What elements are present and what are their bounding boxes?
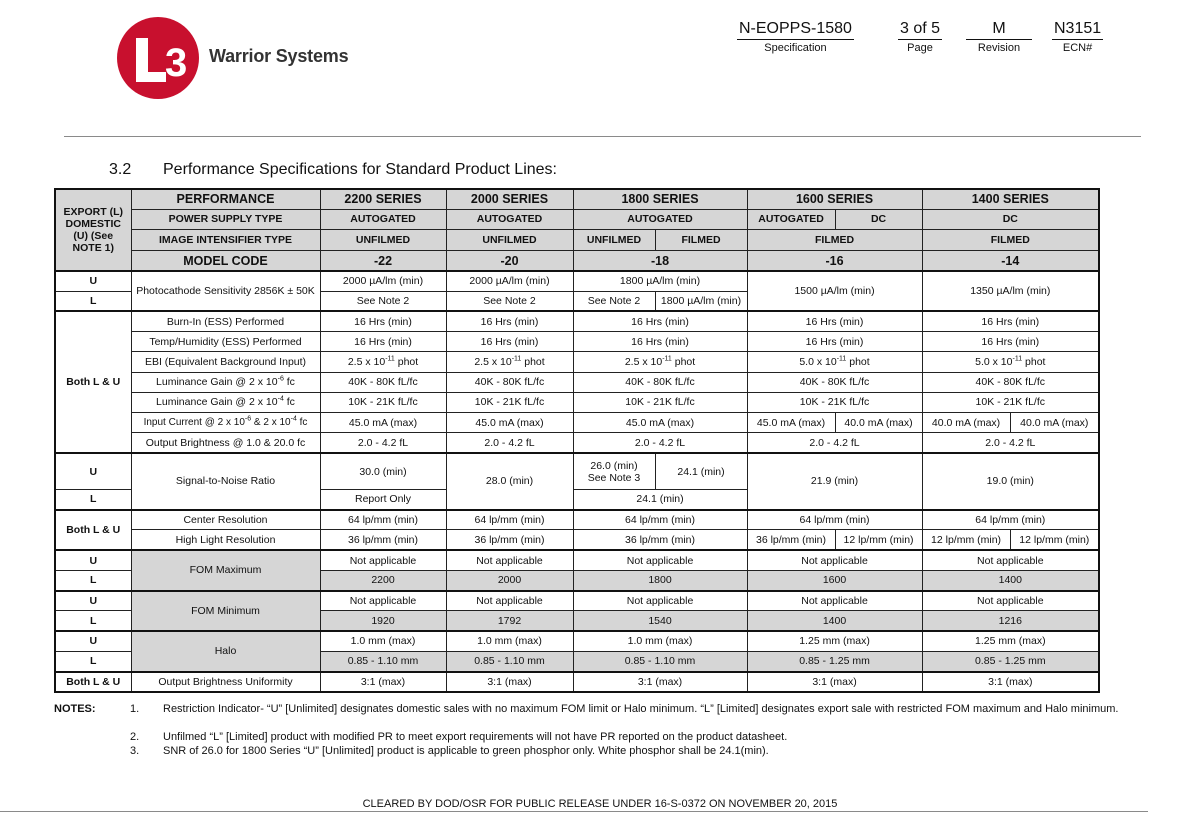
note-number: 3. xyxy=(130,745,140,757)
row-label: Burn-In (ESS) Performed xyxy=(131,311,320,331)
table-cell: -14 xyxy=(922,251,1099,271)
table-cell: 10K - 21K fL/fc xyxy=(320,392,446,412)
table-cell: 2000 µA/lm (min) xyxy=(320,271,446,291)
row-label: Output Brightness @ 1.0 & 20.0 fc xyxy=(131,433,320,453)
table-cell: 28.0 (min) xyxy=(446,453,573,510)
table-row xyxy=(55,271,1099,291)
series-header: 1800 SERIES xyxy=(573,189,747,209)
table-cell: 30.0 (min) xyxy=(320,453,446,489)
table-cell: 2000 xyxy=(446,570,573,590)
table-cell: Not applicable xyxy=(446,550,573,570)
table-cell: 2.0 - 4.2 fL xyxy=(320,433,446,453)
ebi-value: 5.0 x 10 xyxy=(975,356,1013,368)
note-number: 2. xyxy=(130,731,140,743)
note-number: 1. xyxy=(130,703,140,715)
table-cell: 24.1 (min) xyxy=(655,453,747,489)
table-cell: 1.0 mm (max) xyxy=(320,631,446,651)
ebi-value: 2.5 x 10 xyxy=(347,356,386,368)
table-cell: 40K - 80K fL/fc xyxy=(922,372,1099,392)
table-cell: AUTOGATED xyxy=(446,209,573,229)
series-header: 2000 SERIES xyxy=(446,189,573,209)
table-cell: 12 lp/mm (min) xyxy=(1010,530,1099,550)
table-cell: 10K - 21K fL/fc xyxy=(446,392,573,412)
ebi-unit: phot xyxy=(674,356,696,368)
export-code: L xyxy=(55,651,131,671)
table-cell: 45.0 mA (max) xyxy=(747,413,835,433)
table-cell: -18 xyxy=(573,251,747,271)
table-cell: Not applicable xyxy=(573,550,747,570)
table-cell: 2.0 - 4.2 fL xyxy=(573,433,747,453)
page-number: 3 of 5 xyxy=(898,19,942,40)
table-cell xyxy=(922,352,1099,372)
table-row xyxy=(55,591,1099,611)
table-cell: 10K - 21K fL/fc xyxy=(747,392,922,412)
table-row xyxy=(55,530,1099,550)
table-row xyxy=(55,209,1099,229)
ebi-unit: phot xyxy=(1025,356,1046,368)
section-number: 3.2 xyxy=(109,161,132,178)
table-cell: 16 Hrs (min) xyxy=(573,332,747,352)
table-row xyxy=(55,433,1099,453)
logo-text: 3 xyxy=(165,41,188,85)
table-cell: 16 Hrs (min) xyxy=(446,332,573,352)
table-row xyxy=(55,631,1099,651)
table-cell: Not applicable xyxy=(747,591,922,611)
table-cell: 0.85 - 1.25 mm xyxy=(922,651,1099,671)
table-cell xyxy=(446,352,573,372)
row-label: Signal-to-Noise Ratio xyxy=(131,453,320,510)
table-cell: 3:1 (max) xyxy=(446,672,573,692)
table-row xyxy=(55,672,1099,692)
table-row xyxy=(55,189,1099,209)
table-cell: 26.0 (min) See Note 3 xyxy=(573,453,655,489)
table-cell: -20 xyxy=(446,251,573,271)
table-cell: 64 lp/mm (min) xyxy=(446,510,573,530)
revision-value: M xyxy=(966,19,1032,40)
table-cell: 36 lp/mm (min) xyxy=(320,530,446,550)
table-cell: Not applicable xyxy=(320,591,446,611)
export-code: Both L & U xyxy=(55,672,131,692)
ebi-exponent: -11 xyxy=(836,355,847,363)
table-row xyxy=(55,352,1099,372)
table-cell: See Note 2 xyxy=(573,291,655,311)
table-cell: 45.0 mA (max) xyxy=(320,413,446,433)
table-cell: AUTOGATED xyxy=(747,209,835,229)
table-cell: 40K - 80K fL/fc xyxy=(320,372,446,392)
page-field xyxy=(898,19,942,54)
table-row xyxy=(55,311,1099,331)
brand-name: Warrior Systems xyxy=(209,46,349,66)
table-cell: 10K - 21K fL/fc xyxy=(922,392,1099,412)
table-cell: UNFILMED xyxy=(573,229,655,250)
table-row xyxy=(55,413,1099,433)
table-cell: UNFILMED xyxy=(446,229,573,250)
table-cell: 16 Hrs (min) xyxy=(747,332,922,352)
table-cell: 12 lp/mm (min) xyxy=(922,530,1010,550)
section-heading xyxy=(109,161,557,179)
row-label: FOM Maximum xyxy=(131,550,320,590)
table-cell: 1600 xyxy=(747,570,922,590)
table-cell: 40.0 mA (max) xyxy=(922,413,1010,433)
series-header: 1600 SERIES xyxy=(747,189,922,209)
table-cell: 0.85 - 1.10 mm xyxy=(573,651,747,671)
note-text: SNR of 26.0 for 1800 Series “U” [Unlimited] product is applicable to green phosphor only. White phosphor shall be 24.1(min). xyxy=(163,745,769,757)
ebi-exponent: -11 xyxy=(1012,355,1023,363)
table-cell: 16 Hrs (min) xyxy=(573,311,747,331)
row-label: Center Resolution xyxy=(131,510,320,530)
performance-header: PERFORMANCE xyxy=(131,189,320,209)
table-cell: 21.9 (min) xyxy=(747,453,922,510)
ebi-unit: phot xyxy=(397,356,419,368)
page-label: Page xyxy=(907,42,933,54)
table-cell: 40K - 80K fL/fc xyxy=(573,372,747,392)
table-cell: Not applicable xyxy=(320,550,446,570)
table-cell: FILMED xyxy=(922,229,1099,250)
export-code: U xyxy=(55,591,131,611)
section-title: Performance Specifications for Standard Product Lines: xyxy=(163,161,557,178)
row-label: Input Current @ 2 x $10^{-6}$ & 2 x $10^{-4}$ fc xyxy=(131,413,320,433)
row-label: Luminance Gain @ 2 x $10^{-4}$ fc xyxy=(131,392,320,412)
ebi-value: 2.5 x 10 xyxy=(474,356,512,368)
table-cell: AUTOGATED xyxy=(320,209,446,229)
table-cell: 19.0 (min) xyxy=(922,453,1099,510)
ecn-value: N3151 xyxy=(1052,19,1103,40)
export-code: L xyxy=(55,291,131,311)
table-cell: Not applicable xyxy=(922,591,1099,611)
table-row xyxy=(55,372,1099,392)
ebi-exponent: -11 xyxy=(662,355,672,363)
export-domestic-header: EXPORT (L) DOMESTIC (U) (See NOTE 1) xyxy=(55,189,131,271)
table-cell: 2.0 - 4.2 fL xyxy=(922,433,1099,453)
table-cell xyxy=(573,352,747,372)
table-cell: FILMED xyxy=(747,229,922,250)
table-cell: 1.0 mm (max) xyxy=(446,631,573,651)
table-cell: Report Only xyxy=(320,489,446,509)
table-cell: 1350 µA/lm (min) xyxy=(922,271,1099,311)
table-cell: 40K - 80K fL/fc xyxy=(747,372,922,392)
table-row xyxy=(55,229,1099,250)
export-code: Both L & U xyxy=(55,311,131,453)
table-cell: 1.25 mm (max) xyxy=(747,631,922,651)
table-cell: 3:1 (max) xyxy=(320,672,446,692)
table-cell: 0.85 - 1.10 mm xyxy=(320,651,446,671)
table-cell: 1540 xyxy=(573,611,747,631)
table-cell: 2.0 - 4.2 fL xyxy=(747,433,922,453)
table-cell: 45.0 mA (max) xyxy=(446,413,573,433)
table-row xyxy=(55,332,1099,352)
table-cell: 64 lp/mm (min) xyxy=(320,510,446,530)
table-row xyxy=(55,510,1099,530)
table-cell: 36 lp/mm (min) xyxy=(573,530,747,550)
table-cell: 16 Hrs (min) xyxy=(320,332,446,352)
row-label: Temp/Humidity (ESS) Performed xyxy=(131,332,320,352)
ebi-value: 5.0 x 10 xyxy=(799,356,837,368)
table-cell: 1800 µA/lm (min) xyxy=(655,291,747,311)
table-cell: 0.85 - 1.25 mm xyxy=(747,651,922,671)
table-cell: Not applicable xyxy=(446,591,573,611)
table-cell: 10K - 21K fL/fc xyxy=(573,392,747,412)
table-cell: Not applicable xyxy=(747,550,922,570)
row-label: Photocathode Sensitivity 2856K ± 50K xyxy=(131,271,320,311)
export-code: U xyxy=(55,631,131,651)
performance-spec-table xyxy=(54,188,1100,693)
table-cell xyxy=(747,352,922,372)
revision-label: Revision xyxy=(977,42,1021,54)
table-cell: 36 lp/mm (min) xyxy=(747,530,835,550)
table-cell: 3:1 (max) xyxy=(922,672,1099,692)
notes-heading: NOTES: xyxy=(54,703,96,715)
table-cell: 1.0 mm (max) xyxy=(573,631,747,651)
export-code: Both L & U xyxy=(55,510,131,550)
table-cell: 1920 xyxy=(320,611,446,631)
export-code: L xyxy=(55,611,131,631)
row-label: EBI (Equivalent Background Input) xyxy=(131,352,320,372)
release-footer: CLEARED BY DOD/OSR FOR PUBLIC RELEASE UNDER 16-S-0372 ON NOVEMBER 20, 2015 xyxy=(362,798,838,810)
table-row xyxy=(55,453,1099,489)
series-header: 2200 SERIES xyxy=(320,189,446,209)
table-cell: 1400 xyxy=(922,570,1099,590)
ebi-exponent: -11 xyxy=(511,355,522,363)
table-cell: 16 Hrs (min) xyxy=(747,311,922,331)
table-cell: DC xyxy=(922,209,1099,229)
export-code: U xyxy=(55,453,131,489)
table-cell: FILMED xyxy=(655,229,747,250)
series-header: 1400 SERIES xyxy=(922,189,1099,209)
table-cell: See Note 2 xyxy=(320,291,446,311)
row-label: Halo xyxy=(131,631,320,671)
row-label: MODEL CODE xyxy=(131,251,320,271)
table-cell: AUTOGATED xyxy=(573,209,747,229)
table-cell: 0.85 - 1.10 mm xyxy=(446,651,573,671)
table-cell: 2000 µA/lm (min) xyxy=(446,271,573,291)
table-cell: 24.1 (min) xyxy=(573,489,747,509)
table-row xyxy=(55,251,1099,271)
export-code: L xyxy=(55,489,131,509)
table-cell: 3:1 (max) xyxy=(747,672,922,692)
table-cell: 1800 µA/lm (min) xyxy=(573,271,747,291)
table-cell: 64 lp/mm (min) xyxy=(747,510,922,530)
table-cell: 2.0 - 4.2 fL xyxy=(446,433,573,453)
row-label: POWER SUPPLY TYPE xyxy=(131,209,320,229)
table-cell: Not applicable xyxy=(922,550,1099,570)
spec-label: Specification xyxy=(764,42,827,54)
table-cell: 40.0 mA (max) xyxy=(835,413,922,433)
ecn-label: ECN# xyxy=(1062,42,1093,54)
table-cell: 12 lp/mm (min) xyxy=(835,530,922,550)
table-cell: UNFILMED xyxy=(320,229,446,250)
table-cell: 1216 xyxy=(922,611,1099,631)
table-cell: 64 lp/mm (min) xyxy=(922,510,1099,530)
export-code: L xyxy=(55,570,131,590)
footer-divider xyxy=(0,811,1148,812)
table-cell: 16 Hrs (min) xyxy=(922,332,1099,352)
table-cell: 1400 xyxy=(747,611,922,631)
table-cell: 16 Hrs (min) xyxy=(320,311,446,331)
table-cell: -16 xyxy=(747,251,922,271)
table-cell: See Note 2 xyxy=(446,291,573,311)
l3-logo xyxy=(116,16,200,100)
table-cell: 3:1 (max) xyxy=(573,672,747,692)
table-cell: 1.25 mm (max) xyxy=(922,631,1099,651)
table-cell: 36 lp/mm (min) xyxy=(446,530,573,550)
ebi-value: 2.5 x 10 xyxy=(624,356,663,368)
note-text: Restriction Indicator- “U” [Unlimited] designates domestic sales with no maximum FOM limit or Halo minimum. “L” [Limited] designates export sale with restricted FOM maximum and Halo minimum. xyxy=(163,703,1119,715)
revision-field xyxy=(966,19,1032,54)
table-cell: DC xyxy=(835,209,922,229)
table-cell: 45.0 mA (max) xyxy=(573,413,747,433)
table-cell xyxy=(320,352,446,372)
export-code: U xyxy=(55,550,131,570)
spec-number-field xyxy=(737,19,854,54)
table-cell: 2200 xyxy=(320,570,446,590)
ebi-exponent: -11 xyxy=(385,355,395,363)
row-label: Output Brightness Uniformity xyxy=(131,672,320,692)
ecn-field xyxy=(1052,19,1103,54)
row-label: Luminance Gain @ 2 x $10^{-6}$ fc xyxy=(131,372,320,392)
row-label: High Light Resolution xyxy=(131,530,320,550)
row-label: FOM Minimum xyxy=(131,591,320,631)
table-row xyxy=(55,392,1099,412)
table-cell: 40.0 mA (max) xyxy=(1010,413,1099,433)
spec-number: N-EOPPS-1580 xyxy=(737,19,854,40)
table-cell: 16 Hrs (min) xyxy=(446,311,573,331)
table-cell: 16 Hrs (min) xyxy=(922,311,1099,331)
header-divider xyxy=(64,136,1141,137)
ebi-unit: phot xyxy=(524,356,545,368)
table-cell: 1792 xyxy=(446,611,573,631)
table-cell: -22 xyxy=(320,251,446,271)
table-cell: 40K - 80K fL/fc xyxy=(446,372,573,392)
note-text: Unfilmed “L” [Limited] product with modified PR to meet export requirements will not have PR reported on the product datasheet. xyxy=(163,731,788,743)
ebi-unit: phot xyxy=(849,356,870,368)
table-cell: 64 lp/mm (min) xyxy=(573,510,747,530)
row-label: IMAGE INTENSIFIER TYPE xyxy=(131,229,320,250)
table-row xyxy=(55,550,1099,570)
table-cell: 1500 µA/lm (min) xyxy=(747,271,922,311)
export-code: U xyxy=(55,271,131,291)
table-cell: Not applicable xyxy=(573,591,747,611)
table-cell: 1800 xyxy=(573,570,747,590)
